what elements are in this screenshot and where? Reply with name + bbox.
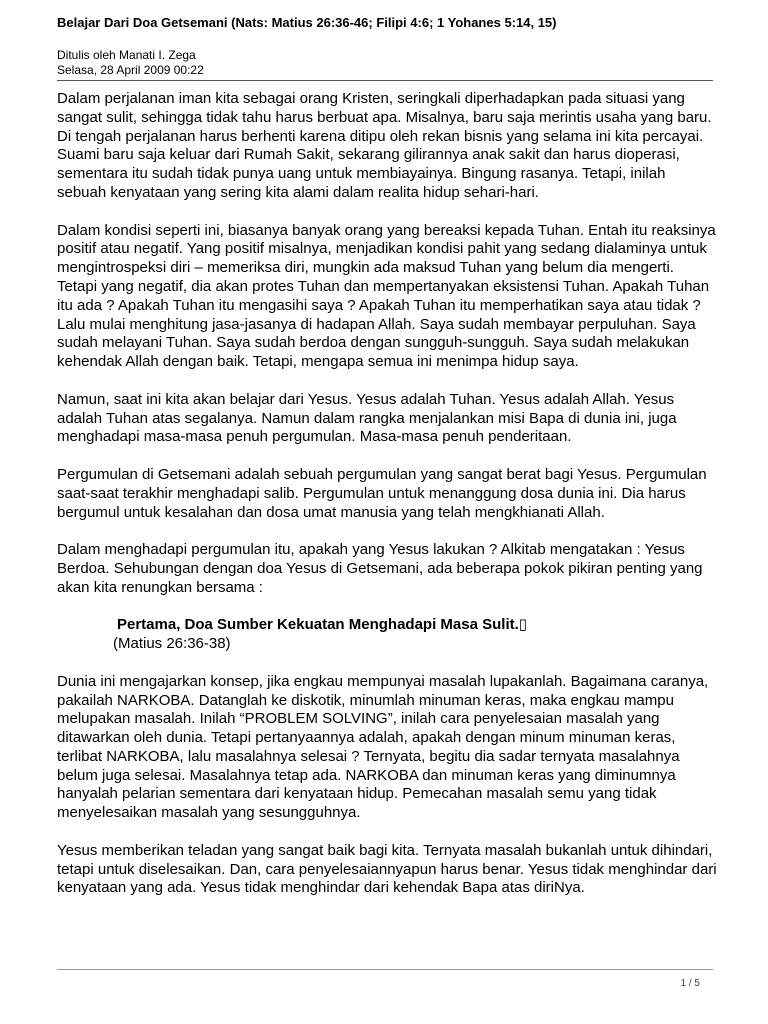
author-line: Ditulis oleh Manati I. Zega [57, 48, 196, 62]
header-divider [57, 80, 713, 81]
missing-glyph-icon: ▯ [518, 616, 528, 634]
paragraph-5: Dalam menghadapi pergumulan itu, apakah yang Yesus lakukan ? Alkitab mengatakan : Yesus Berdoa. Sehubungan dengan doa Yesus di Getsemani, ada beberapa pokok pikiran penting yang akan kita renungkan bersama : [57, 541, 703, 596]
section-heading-text: Pertama, Doa Sumber Kekuatan Menghadapi Masa Sulit. [117, 616, 519, 634]
page-number: 1 / 5 [680, 978, 700, 989]
document-title: Belajar Dari Doa Getsemani (Nats: Matius 26:36-46; Filipi 4:6; 1 Yohanes 5:14, 15) [57, 15, 557, 30]
paragraph-7: Yesus memberikan teladan yang sangat baik bagi kita. Ternyata masalah bukanlah untuk dihindari, tetapi untuk diselesaikan. Dan, cara penyelesaiannyapun harus benar. Yesus tidak menghindar dari kenyataan yang ada. Yesus tidak menghindar dari kehendak Bapa atas diriNya. [57, 841, 717, 897]
article-body [57, 90, 717, 917]
paragraph-2: Dalam kondisi seperti ini, biasanya banyak orang yang bereaksi kepada Tuhan. Entah itu reaksinya positif atau negatif. Yang positif misalnya, menjadikan kondisi pahit yang sedang dialaminya untuk mengintrospeksi diri – memeriksa diri, mungkin ada maksud Tuhan yang belum dia mengerti. Tetapi yang negatif, dia akan protes Tuhan dan mempertanyakan eksistensi Tuhan. Apakah Tuhan itu ada ? Apakah Tuhan itu mengasihi saya ? Apakah Tuhan itu memperhatikan saya atau tidak ? Lalu mulai menghitung jasa-jasanya di hadapan Allah. Saya sudah membayar perpuluhan. Saya sudah melayani Tuhan. Saya sudah berdoa dengan sungguh-sungguh. Saya sudah melakukan kehendak Allah dengan baik. Tetapi, mengapa semua ini menimpa hidup saya. [57, 221, 716, 371]
section-heading-block [57, 616, 717, 654]
footer-divider [57, 969, 713, 970]
section-scripture-ref: (Matius 26:36-38) [113, 635, 231, 653]
paragraph-4: Pergumulan di Getsemani adalah sebuah pergumulan yang sangat berat bagi Yesus. Pergumulan saat-saat terakhir menghadapi salib. Pergumulan untuk menanggung dosa dunia ini. Dia harus bergumul untuk kesalahan dan dosa umat manusia yang telah mengkhianati Allah. [57, 465, 707, 521]
paragraph-3: Namun, saat ini kita akan belajar dari Yesus. Yesus adalah Tuhan. Yesus adalah Allah. Yesus adalah Tuhan atas segalanya. Namun dalam rangka menjalankan misi Bapa di dunia ini, juga menghadapi masa-masa penuh pergumulan. Masa-masa penuh penderitaan. [57, 390, 677, 446]
paragraph-1: Dalam perjalanan iman kita sebagai orang Kristen, seringkali diperhadapkan pada situasi yang sangat sulit, sehingga tidak tahu harus berbuat apa. Misalnya, baru saja merintis usaha yang baru. Di tengah perjalanan harus berhenti karena ditipu oleh rekan bisnis yang selama ini kita percayai. Suami baru saja keluar dari Rumah Sakit, sekarang gilirannya anak sakit dan harus dioperasi, sementara itu sudah tidak punya uang untuk membiayainya. Bingung rasanya. Tetapi, inilah sebuah kenyataan yang sering kita alami dalam realita hidup sehari-hari. [57, 90, 712, 201]
paragraph-6: Dunia ini mengajarkan konsep, jika engkau mempunyai masalah lupakanlah. Bagaimana caranya, pakailah NARKOBA. Datanglah ke diskotik, minumlah minuman keras, maka engkau mampu melupakan masalah. Inilah “PROBLEM SOLVING”, inilah cara penyelesaian masalah yang ditawarkan oleh dunia. Tetapi pertanyaannya adalah, apakah dengan minum minuman keras, terlibat NARKOBA, lalu masalahnya selesai ? Ternyata, begitu dia sadar ternyata masalahnya belum juga selesai. Masalahnya tetap ada. NARKOBA dan minuman keras yang diminumnya hanyalah pelarian sementara dari kenyataan hidup. Pemecahan masalah semu yang tidak menyelesaikan masalah yang sesungguhnya. [57, 672, 709, 822]
section-heading [57, 616, 717, 635]
document-meta [57, 48, 204, 78]
date-line: Selasa, 28 April 2009 00:22 [57, 63, 204, 77]
